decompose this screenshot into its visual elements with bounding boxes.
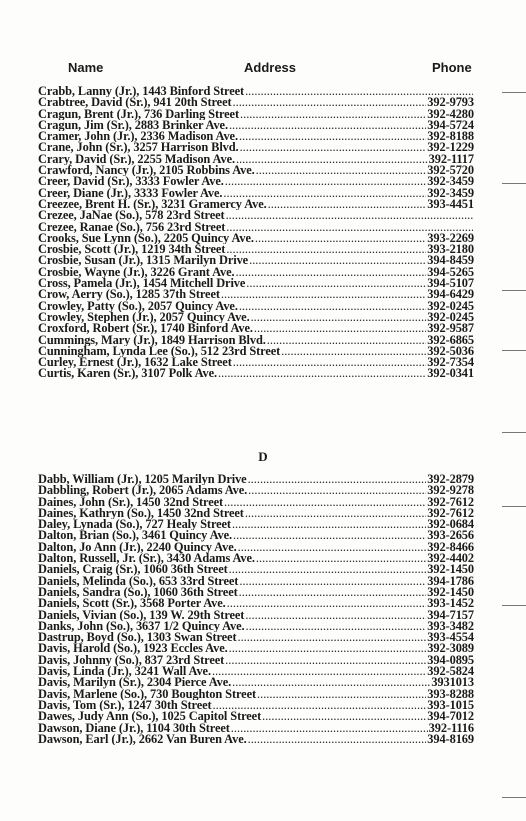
dot-leader xyxy=(232,677,430,688)
directory-entry xyxy=(38,643,474,654)
phone-column-header: Phone xyxy=(432,60,472,75)
entry-name-address: Crabtree, David (Sr.), 941 20th Street xyxy=(38,97,232,109)
entry-name-address: Daley, Lynada (So.), 727 Healy Street xyxy=(38,519,231,531)
c-entries-list xyxy=(38,86,474,380)
entry-phone: 392-0245 xyxy=(427,311,474,324)
dot-leader xyxy=(248,474,427,485)
entry-name-address: Daniels, Craig (Sr.), 1060 36th Street xyxy=(38,564,228,576)
entry-phone: 392-1229 xyxy=(427,142,474,154)
dot-leader xyxy=(225,176,427,187)
dot-leader xyxy=(236,267,427,278)
dot-leader xyxy=(221,289,426,300)
dot-leader xyxy=(212,666,426,677)
margin-mark xyxy=(502,797,526,798)
entry-phone: 393-2656 xyxy=(427,530,474,542)
directory-entry xyxy=(38,564,474,575)
entry-name-address: Davis, Johnny (So.), 837 23rd Street xyxy=(38,654,225,667)
dot-leader xyxy=(249,255,426,266)
entry-name-address: Dabb, William (Jr.), 1205 Marilyn Drive xyxy=(38,474,247,486)
directory-entry xyxy=(38,199,474,210)
margin-mark xyxy=(502,183,526,184)
entry-phone: 392-0245 xyxy=(427,300,474,312)
directory-entry xyxy=(38,188,474,199)
entry-phone: 392-3089 xyxy=(427,643,474,655)
entry-phone: 393-2180 xyxy=(427,244,474,256)
entry-phone: 392-8466 xyxy=(427,541,474,554)
directory-entry xyxy=(38,120,474,131)
dot-leader xyxy=(245,610,426,621)
entry-phone: 394-0895 xyxy=(427,654,474,667)
entry-phone: 392-4402 xyxy=(427,553,474,565)
directory-entry xyxy=(38,210,474,221)
directory-entry xyxy=(38,176,474,187)
directory-entry xyxy=(38,700,474,711)
directory-entry xyxy=(38,530,474,541)
entry-name-address: Crow, Aerry (So.), 1285 37th Street xyxy=(38,289,220,301)
entry-phone: 3931013 xyxy=(431,677,474,689)
entry-phone: 394-1786 xyxy=(427,575,474,587)
dot-leader xyxy=(231,723,428,734)
dot-leader xyxy=(239,131,426,142)
dot-leader xyxy=(229,564,427,575)
entry-name-address: Dawson, Diane (Jr.), 1104 30th Street xyxy=(38,722,230,734)
directory-entry xyxy=(38,497,474,508)
directory-entry xyxy=(38,109,474,120)
entry-phone: 394-6429 xyxy=(427,289,474,301)
entry-phone: 392-7354 xyxy=(427,357,474,369)
entry-phone: 393-1015 xyxy=(427,699,474,712)
entry-name-address: Crary, David (Sr.), 2255 Madison Ave. xyxy=(38,153,235,166)
entry-phone: 394-7157 xyxy=(427,609,474,621)
entry-phone: 392-3459 xyxy=(427,176,474,188)
directory-entry xyxy=(38,289,474,300)
name-column-header: Name xyxy=(68,60,104,75)
directory-entry xyxy=(38,368,474,379)
entry-name-address: Daniels, Vivian (So.), 139 W. 29th Street xyxy=(38,609,245,621)
entry-name-address: Creer, Diane (Jr.), 3333 Fowler Ave. xyxy=(38,187,223,199)
dot-leader xyxy=(245,508,426,519)
entry-phone: 392-6865 xyxy=(427,334,474,346)
section-d-heading: D xyxy=(258,449,268,464)
directory-entry xyxy=(38,723,474,734)
directory-entry xyxy=(38,255,474,266)
margin-mark xyxy=(502,506,526,507)
entry-phone: 394-5107 xyxy=(427,278,474,290)
directory-entry xyxy=(38,485,474,496)
entry-name-address: Daniels, Scott (Sr.), 3568 Porter Ave. xyxy=(38,598,226,610)
dot-leader xyxy=(262,711,426,722)
dot-leader xyxy=(257,689,426,700)
entry-phone: 392-3459 xyxy=(427,187,474,199)
entry-name-address: Crezee, JaNae (So.), 578 23rd Street xyxy=(38,210,225,222)
margin-mark xyxy=(502,432,526,433)
entry-name-address: Crowley, Stephen (Jr.), 2057 Quincy Ave. xyxy=(38,311,250,324)
entry-phone: 392-0341 xyxy=(427,368,474,380)
dot-leader xyxy=(229,120,426,131)
directory-entry xyxy=(38,346,474,357)
directory-entry xyxy=(38,244,474,255)
entry-phone: 393-1452 xyxy=(427,598,474,610)
entry-name-address: Creezee, Brent H. (Sr.), 3231 Gramercy Ave. xyxy=(38,198,267,211)
entry-phone: 393-4451 xyxy=(427,198,474,211)
directory-entry xyxy=(38,587,474,598)
dot-leader xyxy=(239,587,427,598)
entry-name-address: Dabbling, Robert (Jr.), 2065 Adams Ave. xyxy=(38,485,248,497)
entry-phone: 393-4554 xyxy=(427,632,474,644)
dot-leader xyxy=(239,301,426,312)
dot-leader xyxy=(281,346,426,357)
dot-leader xyxy=(246,278,426,289)
entry-phone: 392-9793 xyxy=(427,97,474,109)
entry-phone: 392-9587 xyxy=(427,323,474,335)
entry-phone: 394-5724 xyxy=(427,119,474,132)
dot-leader xyxy=(213,700,427,711)
entry-name-address: Davis, Marilyn (Sr.), 2304 Pierce Ave. xyxy=(38,677,232,689)
dot-leader xyxy=(255,233,426,244)
entry-name-address: Curtis, Karen (Sr.), 3107 Polk Ave. xyxy=(38,368,218,380)
dot-leader xyxy=(254,323,426,334)
dot-leader xyxy=(245,86,473,97)
entry-phone: 394-8459 xyxy=(427,255,474,267)
entry-name-address: Cross, Pamela (Jr.), 1454 Mitchell Drive xyxy=(38,278,246,290)
entry-name-address: Dawes, Judy Ann (So.), 1025 Capitol Street xyxy=(38,711,262,723)
entry-phone: 393-2269 xyxy=(427,232,474,245)
entry-name-address: Crooks, Sue Lynn (So.), 2205 Quincy Ave. xyxy=(38,232,254,245)
entry-name-address: Cramer, John (Jr.), 2336 Madison Ave. xyxy=(38,131,238,143)
directory-entry xyxy=(38,165,474,176)
dot-leader xyxy=(256,165,427,176)
entry-phone: 392-5824 xyxy=(427,666,474,678)
margin-mark xyxy=(502,290,526,291)
margin-mark xyxy=(502,605,526,606)
dot-leader xyxy=(240,109,426,120)
entry-name-address: Dalton, Brian (So.), 3461 Quincy Ave. xyxy=(38,530,232,542)
entry-name-address: Cragun, Brent (Jr.), 736 Darling Street xyxy=(38,108,239,120)
directory-entry xyxy=(38,655,474,666)
entry-phone: 392-4280 xyxy=(427,108,474,120)
dot-leader xyxy=(256,553,426,564)
entry-phone: 392-5720 xyxy=(427,165,474,177)
dot-leader xyxy=(251,312,427,323)
directory-entry xyxy=(38,632,474,643)
dot-leader xyxy=(248,485,426,496)
entry-name-address: Crosbie, Susan (Jr.), 1315 Marilyn Drive xyxy=(38,255,249,267)
dot-leader xyxy=(237,632,426,643)
directory-entry xyxy=(38,553,474,564)
entry-name-address: Crezee, Ranae (So.), 756 23rd Street xyxy=(38,221,226,233)
directory-entry xyxy=(38,677,474,688)
directory-entry xyxy=(38,508,474,519)
entry-name-address: Cummings, Mary (Jr.), 1849 Harrison Blvd. xyxy=(38,334,266,346)
entry-phone: 392-1117 xyxy=(428,153,474,166)
directory-entry xyxy=(38,576,474,587)
dot-leader xyxy=(227,598,427,609)
dot-leader xyxy=(232,519,426,530)
entry-name-address: Crabb, Lanny (Jr.), 1443 Binford Street xyxy=(38,86,245,98)
entry-name-address: Crosbie, Scott (Jr.), 1219 34th Street xyxy=(38,244,226,256)
entry-phone: 392-7612 xyxy=(427,496,474,508)
entry-name-address: Dastrup, Boyd (So.), 1303 Swan Street xyxy=(38,632,237,644)
entry-name-address: Daniels, Melinda (So.), 653 33rd Street xyxy=(38,575,239,587)
directory-entry xyxy=(38,474,474,485)
dot-leader xyxy=(226,244,426,255)
directory-entry xyxy=(38,323,474,334)
directory-entry xyxy=(38,267,474,278)
directory-entry xyxy=(38,312,474,323)
directory-entry xyxy=(38,97,474,108)
directory-entry xyxy=(38,734,474,745)
entry-phone: 392-1450 xyxy=(427,564,474,576)
entry-phone: 393-3482 xyxy=(427,620,474,633)
directory-entry xyxy=(38,542,474,553)
dot-leader xyxy=(226,210,473,221)
d-entries-list xyxy=(38,474,474,745)
dot-leader xyxy=(240,142,427,153)
entry-name-address: Creer, David (Sr.), 3333 Fowler Ave. xyxy=(38,176,224,188)
dot-leader xyxy=(229,643,427,654)
dot-leader xyxy=(268,199,427,210)
directory-entry xyxy=(38,131,474,142)
dot-leader xyxy=(233,530,426,541)
directory-entry xyxy=(38,335,474,346)
entry-name-address: Daines, Kathryn (So.), 1450 32nd Street xyxy=(38,507,244,520)
entry-phone: 394-8169 xyxy=(427,733,474,746)
directory-entry xyxy=(38,711,474,722)
dot-leader xyxy=(236,154,428,165)
directory-entry xyxy=(38,301,474,312)
dot-leader xyxy=(223,188,426,199)
directory-entry xyxy=(38,154,474,165)
entry-name-address: Dawson, Earl (Jr.), 2662 Van Buren Ave. xyxy=(38,733,247,746)
entry-name-address: Croxford, Robert (Sr.), 1740 Binford Ave. xyxy=(38,323,253,335)
entry-name-address: Crawford, Nancy (Jr.), 2105 Robbins Ave. xyxy=(38,165,255,177)
entry-phone: 392-7612 xyxy=(427,507,474,520)
dot-leader xyxy=(226,222,473,233)
entry-name-address: Davis, Tom (Sr.), 1247 30th Street xyxy=(38,699,212,712)
entry-phone: 392-1450 xyxy=(427,586,474,599)
directory-entry xyxy=(38,233,474,244)
dot-leader xyxy=(248,734,427,745)
directory-entry xyxy=(38,222,474,233)
directory-entry xyxy=(38,666,474,677)
entry-phone: 392-1116 xyxy=(428,722,474,734)
entry-name-address: Cunningham, Lynda Lee (So.), 512 23rd Street xyxy=(38,345,281,358)
dot-leader xyxy=(224,497,426,508)
dot-leader xyxy=(238,542,427,553)
entry-name-address: Crowley, Patty (So.), 2057 Quincy Ave. xyxy=(38,300,238,312)
entry-name-address: Dalton, Russell, Jr. (Sr.), 3430 Adams Ave. xyxy=(38,553,255,565)
directory-entry xyxy=(38,610,474,621)
directory-entry xyxy=(38,519,474,530)
margin-mark xyxy=(502,350,526,351)
entry-name-address: Davis, Marlene (So.), 730 Boughton Street xyxy=(38,688,256,700)
entry-name-address: Davis, Harold (So.), 1923 Eccles Ave. xyxy=(38,643,228,655)
entry-phone: 394-5265 xyxy=(427,266,474,279)
dot-leader xyxy=(267,335,427,346)
dot-leader xyxy=(233,357,427,368)
entry-name-address: Daines, John (Sr.), 1450 32nd Street xyxy=(38,496,224,508)
margin-mark xyxy=(502,92,526,93)
dot-leader xyxy=(239,576,426,587)
entry-name-address: Crosbie, Wayne (Jr.), 3226 Grant Ave. xyxy=(38,266,235,279)
entry-name-address: Curley, Ernest (Jr.), 1632 Lake Street xyxy=(38,357,232,369)
column-headers xyxy=(0,60,526,78)
directory-entry xyxy=(38,142,474,153)
entry-phone: 392-9278 xyxy=(427,485,474,497)
address-column-header: Address xyxy=(244,60,297,75)
directory-entry xyxy=(38,278,474,289)
directory-entry xyxy=(38,689,474,700)
dot-leader xyxy=(233,97,427,108)
directory-entry xyxy=(38,86,474,97)
entry-phone: 392-2879 xyxy=(427,474,474,486)
entry-phone: 394-7012 xyxy=(427,711,474,723)
entry-name-address: Davis, Linda (Jr.), 3241 Wall Ave. xyxy=(38,666,211,678)
entry-name-address: Cragun, Jim (Sr.), 2883 Brinker Ave. xyxy=(38,119,228,132)
directory-entry xyxy=(38,357,474,368)
entry-phone: 392-5036 xyxy=(427,345,474,358)
directory-entry xyxy=(38,621,474,632)
directory-entry xyxy=(38,598,474,609)
entry-phone: 392-0684 xyxy=(427,519,474,531)
dot-leader xyxy=(225,655,426,666)
entry-name-address: Danks, John (So.), 3637 1/2 Quincy Ave. xyxy=(38,620,245,633)
dot-leader xyxy=(246,621,427,632)
entry-phone: 392-8188 xyxy=(427,131,474,143)
entry-name-address: Dalton, Jo Ann (Jr.), 2240 Quincy Ave. xyxy=(38,541,237,554)
entry-name-address: Crane, John (Sr.), 3257 Harrison Blvd. xyxy=(38,142,239,154)
entry-name-address: Daniels, Sandra (So.), 1060 36th Street xyxy=(38,586,238,599)
dot-leader xyxy=(218,368,426,379)
entry-phone: 393-8288 xyxy=(427,688,474,700)
